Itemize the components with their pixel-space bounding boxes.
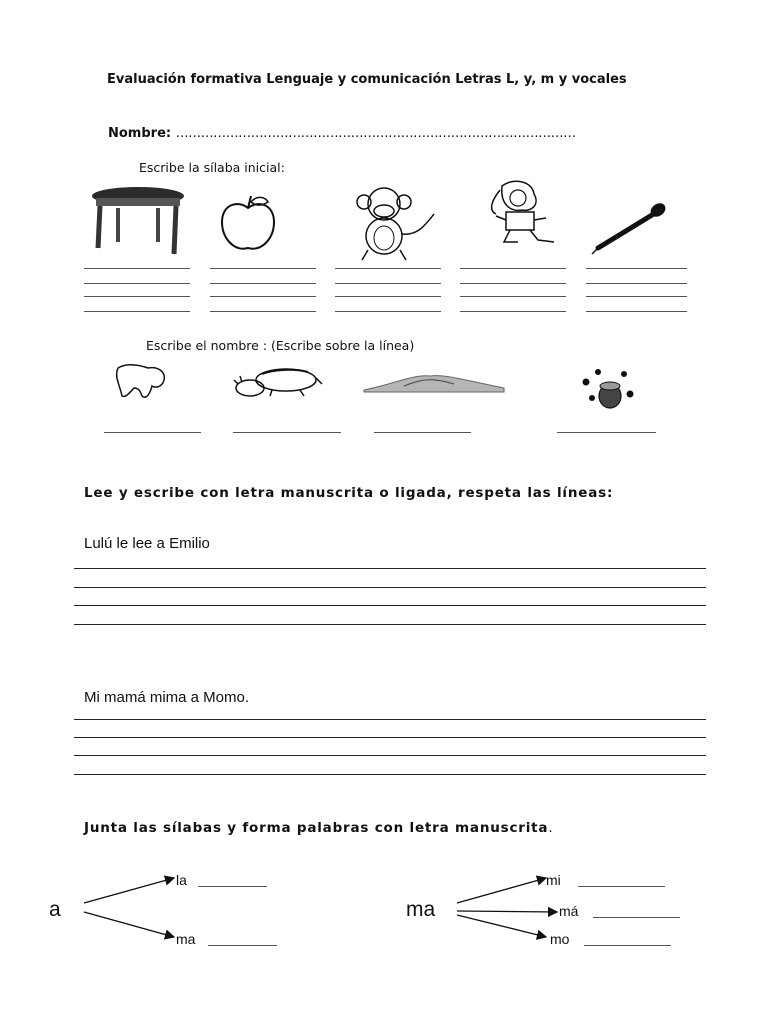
guide-line[interactable] [335, 283, 441, 284]
arrow [84, 912, 174, 937]
guide-line[interactable] [84, 296, 190, 297]
writing-line[interactable] [74, 568, 706, 569]
instruction-initial-syllable: Escribe la sílaba inicial: [139, 160, 285, 175]
syllable-ma: ma [176, 931, 196, 947]
guide-line[interactable] [210, 311, 316, 312]
syllable-ma-accent: má [559, 903, 579, 919]
guide-line[interactable] [335, 268, 441, 269]
arrow [457, 915, 546, 937]
honey-pot-icon [578, 368, 644, 410]
name-field[interactable] [108, 126, 576, 141]
answer-line[interactable] [233, 432, 341, 433]
writing-line[interactable] [74, 719, 706, 720]
name-label: Nombre: [108, 126, 172, 141]
guide-line[interactable] [586, 311, 687, 312]
guide-line[interactable] [84, 268, 190, 269]
sentence-1: Lulú le lee a Emilio [84, 535, 210, 552]
base-syllable-ma: ma [406, 898, 436, 921]
answer-line[interactable] [584, 945, 671, 946]
worksheet-title: Evaluación formativa Lenguaje y comunicación Letras L, y, m y vocales [107, 72, 627, 87]
answer-line[interactable] [578, 886, 665, 887]
syllable-mo: mo [550, 931, 570, 947]
instruction-write-name: Escribe el nombre : (Escribe sobre la línea) [146, 338, 415, 353]
writing-line[interactable] [74, 774, 706, 775]
guide-line[interactable] [460, 311, 566, 312]
guide-line[interactable] [586, 296, 687, 297]
syllable-la: la [176, 872, 187, 888]
guide-line[interactable] [210, 268, 316, 269]
writing-line[interactable] [74, 755, 706, 756]
writing-line[interactable] [74, 624, 706, 625]
guide-line[interactable] [84, 311, 190, 312]
section-heading-read-write: Lee y escribe con letra manuscrita o ligada, respeta las líneas: [84, 485, 614, 501]
syllable-mi: mi [546, 872, 561, 888]
answer-line[interactable] [557, 432, 656, 433]
apple-icon [220, 194, 276, 254]
guide-line[interactable] [460, 296, 566, 297]
section-heading-text: Junta las sílabas y forma palabras con letra manuscrita [84, 820, 549, 836]
writing-line[interactable] [74, 737, 706, 738]
answer-line[interactable] [593, 917, 680, 918]
arrow [457, 911, 557, 912]
table-icon [88, 186, 188, 258]
sentence-2: Mi mamá mima a Momo. [84, 689, 250, 706]
section-heading-join-syllables [84, 820, 553, 836]
guide-line[interactable] [586, 268, 687, 269]
guide-line[interactable] [210, 283, 316, 284]
writing-line[interactable] [74, 605, 706, 606]
tooth-icon [112, 362, 168, 402]
name-dots: …………………………………………………………………………………… [175, 126, 576, 141]
sleeping-animal-icon [232, 364, 324, 400]
monkey-icon [346, 184, 438, 262]
guide-line[interactable] [586, 283, 687, 284]
girl-icon [482, 180, 558, 246]
arrow [457, 878, 546, 903]
answer-line[interactable] [208, 945, 277, 946]
section-heading-period: . [548, 820, 554, 836]
guide-line[interactable] [460, 268, 566, 269]
arrow [84, 878, 174, 903]
guide-line[interactable] [84, 283, 190, 284]
writing-line[interactable] [74, 587, 706, 588]
answer-line[interactable] [104, 432, 201, 433]
guide-line[interactable] [210, 296, 316, 297]
guide-line[interactable] [460, 283, 566, 284]
microphone-icon [590, 200, 670, 256]
answer-line[interactable] [374, 432, 471, 433]
guide-line[interactable] [335, 296, 441, 297]
hill-icon [364, 372, 504, 394]
base-syllable-a: a [49, 898, 61, 921]
guide-line[interactable] [335, 311, 441, 312]
answer-line[interactable] [198, 886, 267, 887]
